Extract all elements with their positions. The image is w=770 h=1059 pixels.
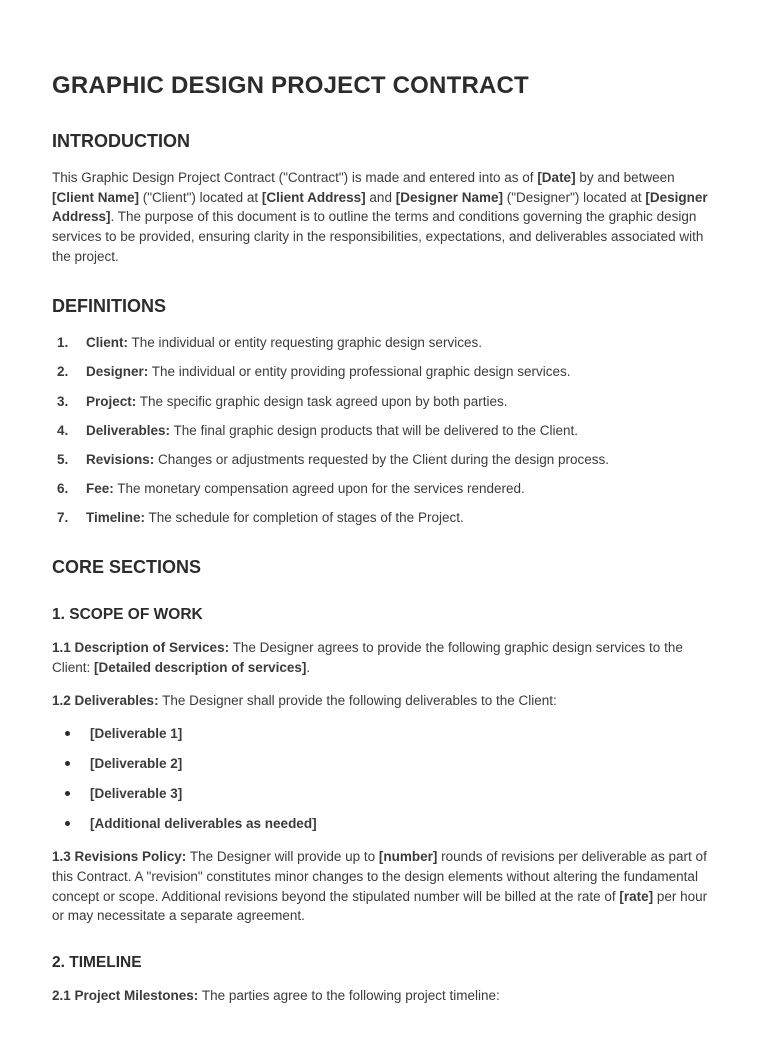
deliverable-label: [Deliverable 2] (90, 755, 183, 771)
scope-description-paragraph: 1.1 Description of Services: The Designer agrees to provide the following graphic design services to the Client: [Detailed description of services]. (52, 640, 683, 676)
definition-item (52, 508, 716, 527)
definition-text: Fee: The monetary compensation agreed upon for the services rendered. (86, 481, 525, 497)
timeline-milestones-paragraph: 2.1 Project Milestones: The parties agree to the following project timeline: (52, 987, 500, 1003)
definition-item (52, 333, 716, 352)
definition-item (52, 421, 716, 440)
definition-text: Revisions: Changes or adjustments requested by the Client during the design process. (86, 451, 610, 467)
definition-text: Deliverables: The final graphic design products that will be delivered to the Client. (86, 422, 579, 438)
deliverables-list (52, 724, 716, 834)
deliverable-item (52, 814, 716, 833)
definition-item (52, 450, 716, 469)
document-title: GRAPHIC DESIGN PROJECT CONTRACT (52, 72, 529, 99)
subsection-heading-timeline: 2. TIMELINE (52, 953, 142, 971)
revisions-policy-paragraph: 1.3 Revisions Policy: The Designer will provide up to [number] rounds of revisions per deliverable as part of this Contract. A "revision" constitutes minor changes to the design elements without altering the fundamental concept or scope. Additional revisions beyond the stipulated number will be billed at the rate of [rate] per hour or may necessitate a separate agreement. (52, 849, 708, 924)
definition-text: Timeline: The schedule for completion of stages of the Project. (86, 510, 464, 526)
deliverable-item (52, 784, 716, 803)
deliverable-label: [Deliverable 1] (90, 725, 183, 741)
scope-deliverables-paragraph: 1.2 Deliverables: The Designer shall provide the following deliverables to the Client: (52, 692, 557, 708)
introduction-paragraph: This Graphic Design Project Contract ("Contract") is made and entered into as of [Date] by and between [Client Name] ("Client") located at [Client Address] and [Designer Name] ("Designer") located at [Designer Address]. The purpose of this document is to outline the terms and conditions governing the graphic design services to be provided, ensuring clarity in the responsibilities, expectations, and deliverables associated with the project. (52, 169, 708, 264)
section-heading-introduction: INTRODUCTION (52, 130, 190, 151)
bullet-icon (65, 791, 70, 796)
bullet-icon (65, 731, 70, 736)
definition-number: 3. (57, 393, 69, 409)
definition-text: Client: The individual or entity requesting graphic design services. (86, 335, 482, 351)
definitions-list (52, 333, 716, 527)
definition-number: 6. (57, 481, 69, 497)
deliverable-item (52, 754, 716, 773)
definition-item (52, 479, 716, 498)
definition-item (52, 392, 716, 411)
subsection-heading-scope-of-work: 1. SCOPE OF WORK (52, 606, 203, 624)
deliverable-label: [Deliverable 3] (90, 785, 183, 801)
definition-text: Designer: The individual or entity providing professional graphic design services. (86, 364, 571, 380)
definition-number: 4. (57, 422, 69, 438)
definition-item (52, 362, 716, 381)
bullet-icon (65, 821, 70, 826)
deliverable-item (52, 724, 716, 743)
definition-text: Project: The specific graphic design task agreed upon by both parties. (86, 393, 508, 409)
section-heading-definitions: DEFINITIONS (52, 296, 167, 317)
deliverable-label: [Additional deliverables as needed] (90, 815, 317, 831)
definition-number: 7. (57, 510, 69, 526)
definition-number: 2. (57, 364, 69, 380)
bullet-icon (65, 761, 70, 766)
definition-number: 1. (57, 335, 69, 351)
definition-number: 5. (57, 451, 69, 467)
section-heading-core-sections: CORE SECTIONS (52, 557, 202, 578)
